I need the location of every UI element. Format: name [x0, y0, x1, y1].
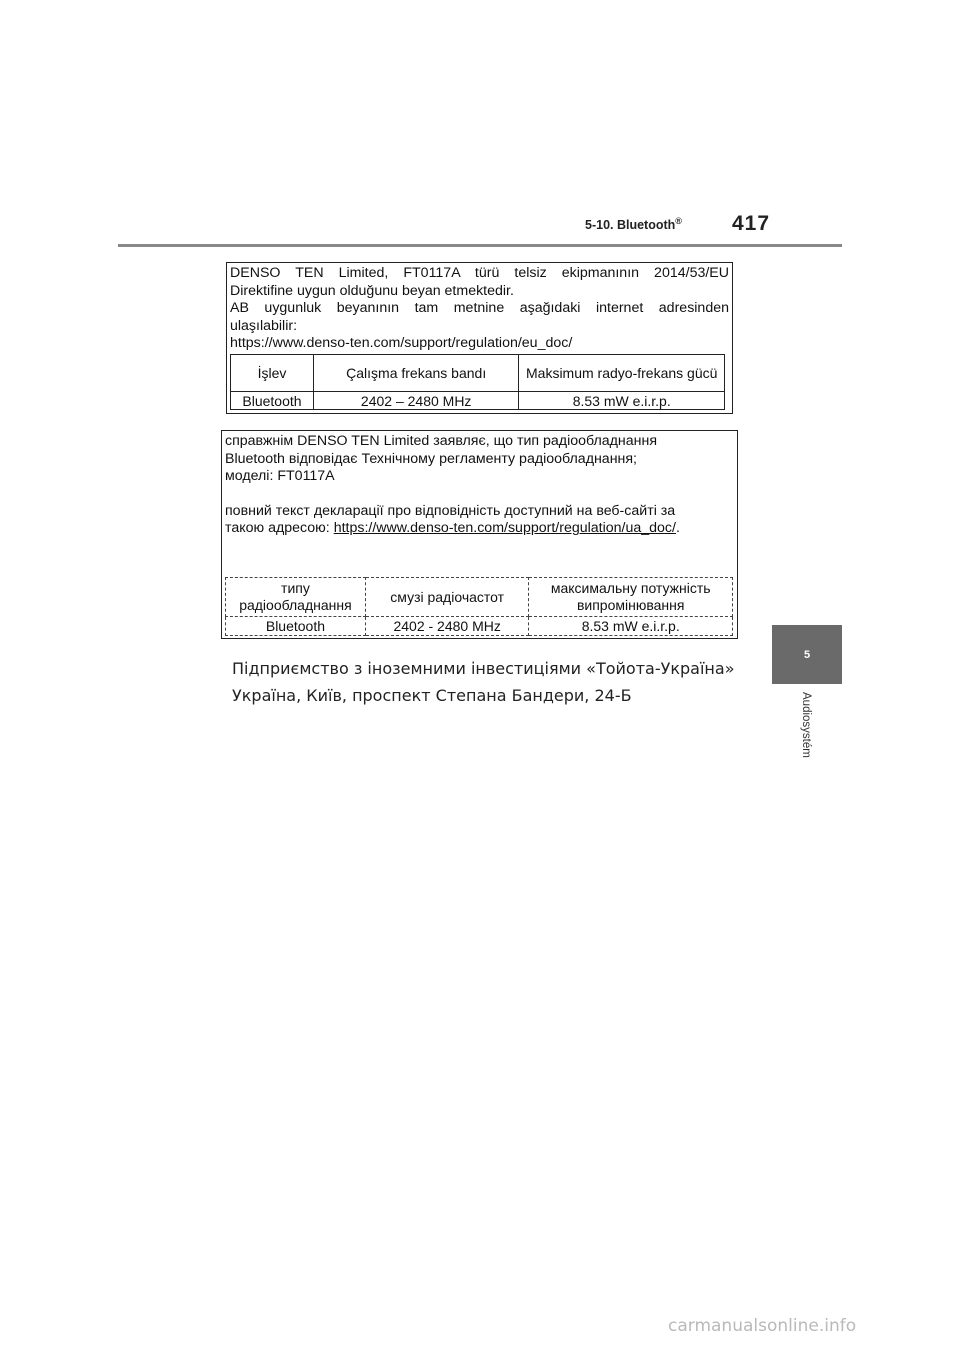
- uk-line-4: повний текст декларації про відповідність доступний на веб-сайті за: [225, 502, 676, 519]
- table-header-cell: İşlev: [231, 355, 314, 392]
- tr-line-2: Direktifine uygun olduğunu beyan etmektedir.: [230, 282, 514, 299]
- uk-line-5: такою адресою: https://www.denso-ten.com/support/regulation/ua_doc/.: [225, 520, 680, 537]
- uk-line-2: Bluetooth відповідає Технічному регламенту радіообладнання;: [225, 450, 637, 467]
- table-header-cell: максимальну потужність випромінювання: [529, 578, 733, 617]
- table-cell: 2402 – 2480 MHz: [313, 392, 518, 410]
- watermark: carmanualsonline.info: [668, 1316, 857, 1336]
- tr-url: https://www.denso-ten.com/support/regulation/eu_doc/: [230, 335, 573, 352]
- table-header-cell: Maksimum radyo-frekans gücü: [519, 355, 725, 392]
- importer-address: Україна, Київ, проспект Степана Бандери, 24-Б: [232, 686, 632, 705]
- page-number: 417: [732, 212, 771, 235]
- table-row: [231, 392, 725, 410]
- table-cell: Bluetooth: [226, 617, 366, 636]
- table-row: [226, 617, 733, 636]
- table-cell: 8.53 mW e.i.r.p.: [519, 392, 725, 410]
- table-header-row: [226, 578, 733, 617]
- table-header-row: [231, 355, 725, 392]
- table-header-cell: смузі радіочастот: [365, 578, 529, 617]
- uk-line-3: моделі: FT0117A: [225, 468, 335, 485]
- registered-mark: ®: [675, 216, 682, 226]
- uk-spec-table: [225, 577, 733, 636]
- turkish-declaration-box: [226, 262, 733, 414]
- header-divider: [118, 244, 842, 247]
- table-cell: 8.53 mW e.i.r.p.: [529, 617, 733, 636]
- declaration-link[interactable]: https://www.denso-ten.com/support/regulation/ua_doc/: [333, 520, 676, 537]
- ukrainian-declaration-box: [221, 430, 738, 639]
- tr-spec-table: [230, 354, 725, 410]
- chapter-label: Audiosystém: [800, 692, 812, 758]
- table-header-cell: Çalışma frekans bandı: [313, 355, 518, 392]
- tr-line-4: ulaşılabilir:: [230, 317, 298, 334]
- tr-line-3: AB uygunluk beyanının tam metnine aşağıdaki internet adresinden: [230, 300, 729, 317]
- table-cell: Bluetooth: [231, 392, 314, 410]
- uk-line-1: справжнім DENSO TEN Limited заявляє, що тип радіообладнання: [225, 433, 658, 449]
- table-cell: 2402 - 2480 MHz: [365, 617, 529, 636]
- importer-name: Підприємство з іноземними інвестиціями «Тойота-Україна»: [232, 659, 735, 678]
- tr-line-1: DENSO TEN Limited, FT0117A türü telsiz ekipmanının 2014/53/EU: [230, 265, 729, 281]
- chapter-tab: 5: [772, 625, 842, 684]
- section-title: 5-10. Bluetooth®: [585, 216, 682, 233]
- table-header-cell: типу радіообладнання: [226, 578, 366, 617]
